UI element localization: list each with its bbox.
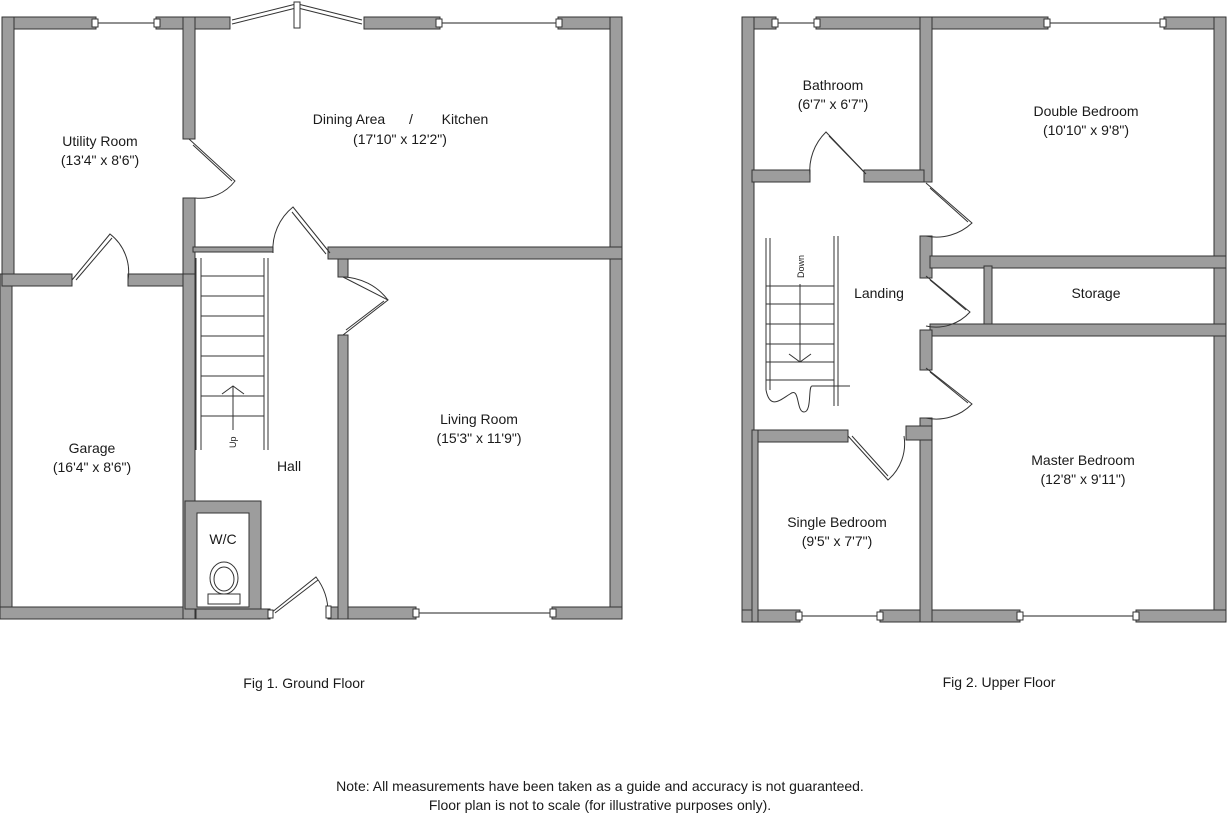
- upper-floor-caption: Fig 2. Upper Floor: [942, 674, 1056, 690]
- upper-floor-plan: [742, 17, 1226, 690]
- wc-name: W/C: [209, 531, 237, 547]
- living-room-name: Living Room: [440, 411, 518, 427]
- single-bedroom-size: (9'5" x 7'7"): [801, 533, 873, 549]
- dining-area-name: Dining Area: [312, 111, 386, 127]
- bathroom-size: (6'7" x 6'7"): [797, 96, 869, 112]
- disclaimer-line-2: Floor plan is not to scale (for illustrative purposes only).: [428, 797, 772, 813]
- single-bedroom-name: Single Bedroom: [787, 514, 887, 530]
- ground-floor-caption: Fig 1. Ground Floor: [243, 675, 365, 691]
- stairs-down-label: Down: [796, 254, 806, 278]
- ground-floor-stairs: [196, 258, 268, 450]
- dining-kitchen-size: (17'10" x 12'2"): [353, 131, 447, 147]
- ground-floor-walls: [0, 17, 622, 619]
- double-bedroom-size: (10'10" x 9'8"): [1042, 122, 1130, 138]
- living-room-size: (15'3" x 11'9"): [436, 430, 522, 446]
- garage-name: Garage: [68, 440, 116, 456]
- bathroom-name: Bathroom: [802, 77, 864, 93]
- utility-room-name: Utility Room: [62, 133, 138, 149]
- storage-name: Storage: [1071, 285, 1121, 301]
- toilet-icon: [208, 562, 240, 604]
- landing-name: Landing: [854, 285, 904, 301]
- garage-size: (16'4" x 8'6"): [52, 459, 132, 475]
- double-bedroom-name: Double Bedroom: [1033, 103, 1139, 119]
- master-bedroom-name: Master Bedroom: [1031, 452, 1135, 468]
- ground-floor-plan: [0, 2, 622, 691]
- kitchen-name: Kitchen: [441, 111, 489, 127]
- disclaimer-line-1: Note: All measurements have been taken as a guide and accuracy is not guaranteed.: [336, 778, 864, 794]
- dining-kitchen-separator: /: [409, 111, 413, 127]
- stairs-up-label: Up: [228, 436, 238, 448]
- upper-floor-stairs: [766, 236, 850, 412]
- hall-name: Hall: [276, 458, 302, 474]
- master-bedroom-size: (12'8" x 9'11"): [1040, 471, 1126, 487]
- utility-room-size: (13'4" x 8'6"): [60, 152, 140, 168]
- ground-floor-windows: [92, 19, 562, 617]
